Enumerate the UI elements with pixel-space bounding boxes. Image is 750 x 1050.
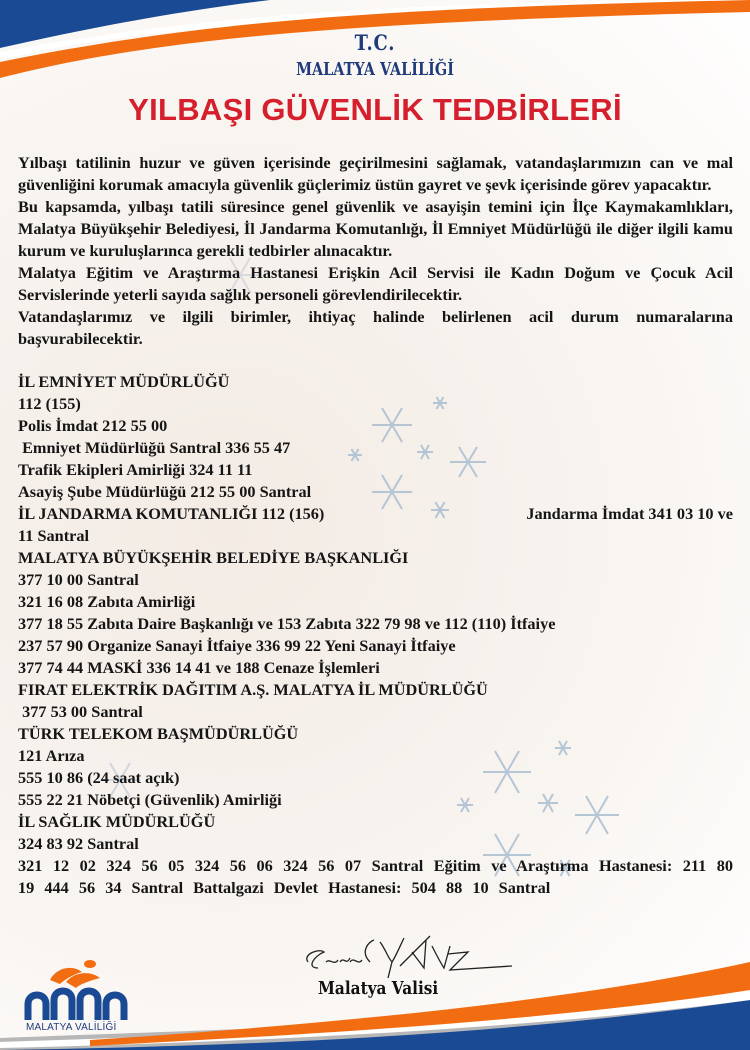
intro-paragraph: Bu kapsamda, yılbaşı tatili süresince genel güvenlik ve asayişin temini için İlçe Kaymakamlıkları, Malatya Büyükşehir Belediyesi, İl Jandarma Komutanlığı, İl Emniyet Müdürlüğü ile diğer ilgili kamu kurum ve kuruluşlarınca gerekli tedbirler alınacaktır. xyxy=(18,197,733,260)
signature xyxy=(300,932,520,982)
document-body xyxy=(18,152,733,899)
section-title-belediye: MALATYA BÜYÜKŞEHİR BELEDİYE BAŞKANLIĞI xyxy=(18,548,409,567)
contact-line: Asayiş Şube Müdürlüğü 212 55 00 Santral xyxy=(18,482,312,501)
contact-line: Emniyet Müdürlüğü Santral 336 55 47 xyxy=(18,438,291,457)
saglik-paragraph: 321 12 02 324 56 05 324 56 06 324 56 07 Santral Eğitim ve Araştırma Hastanesi: 211 80 19 444 56 34 Santral Battalgazi Devlet Hastanesi: 504 88 10 Santral xyxy=(18,856,733,897)
contact-line: 555 22 21 Nöbetçi (Güvenlik) Amirliği xyxy=(18,790,282,809)
section-title-elektrik: FIRAT ELEKTRİK DAĞITIM A.Ş. MALATYA İL MÜDÜRLÜĞÜ xyxy=(18,680,488,699)
contact-line: 121 Arıza xyxy=(18,746,85,765)
jandarma-imdat: Jandarma İmdat 341 03 10 ve xyxy=(526,504,733,523)
jandarma-title: İL JANDARMA KOMUTANLIĞI 112 (156) xyxy=(18,504,325,523)
contact-line: Polis İmdat 212 55 00 xyxy=(18,416,168,435)
tc-label: T.C. xyxy=(354,30,396,55)
header xyxy=(0,30,750,82)
contact-line: 321 16 08 Zabıta Amirliği xyxy=(18,592,196,611)
intro-paragraph: Malatya Eğitim ve Araştırma Hastanesi Erişkin Acil Servisi ile Kadın Doğum ve Çocuk Acil Servislerinde yeterli sayıda sağlık personeli görevlendirilecektir. xyxy=(18,263,733,304)
intro-paragraph: Vatandaşlarımız ve ilgili birimler, ihtiyaç halinde belirlenen acil durum numaralarına başvurabilecektir. xyxy=(18,307,733,348)
intro-paragraph: Yılbaşı tatilinin huzur ve güven içerisinde geçirilmesini sağlamak, vatandaşlarımızın can ve mal güvenliğini korumak amacıyla güvenlik güçlerimiz üstün gayret ve şevk içerisinde görev yapacaktır. xyxy=(18,153,733,194)
signer-role: Malatya Valisi xyxy=(318,978,439,999)
section-title-saglik: İL SAĞLIK MÜDÜRLÜĞÜ xyxy=(18,812,216,831)
section-title-telekom: TÜRK TELEKOM BAŞMÜDÜRLÜĞÜ xyxy=(18,724,299,743)
contact-line: 237 57 90 Organize Sanayi İtfaiye 336 99 22 Yeni Sanayi İtfaiye xyxy=(18,636,456,655)
contact-line: Trafik Ekipleri Amirliği 324 11 11 xyxy=(18,460,253,479)
logo-text: MALATYA VALİLİĞİ xyxy=(26,1022,117,1033)
contact-line: 11 Santral xyxy=(18,526,90,545)
page-title: YILBAŞI GÜVENLİK TEDBİRLERİ xyxy=(128,92,622,127)
contact-line: 324 83 92 Santral xyxy=(18,834,139,853)
contact-line: 112 (155) xyxy=(18,394,81,413)
contact-line: 555 10 86 (24 saat açık) xyxy=(18,768,180,787)
contact-line: 377 18 55 Zabıta Daire Başkanlığı ve 153 Zabıta 322 79 98 ve 112 (110) İtfaiye xyxy=(18,614,556,633)
contact-line: 377 10 00 Santral xyxy=(18,570,139,589)
contact-line: 377 53 00 Santral xyxy=(18,702,143,721)
section-title-emniyet: İL EMNİYET MÜDÜRLÜĞÜ xyxy=(18,372,230,391)
office-name: MALATYA VALİLİĞİ xyxy=(296,59,454,80)
contact-line: 377 74 44 MASKİ 336 14 41 ve 188 Cenaze İşlemleri xyxy=(18,658,380,677)
section-title-jandarma xyxy=(18,503,733,525)
